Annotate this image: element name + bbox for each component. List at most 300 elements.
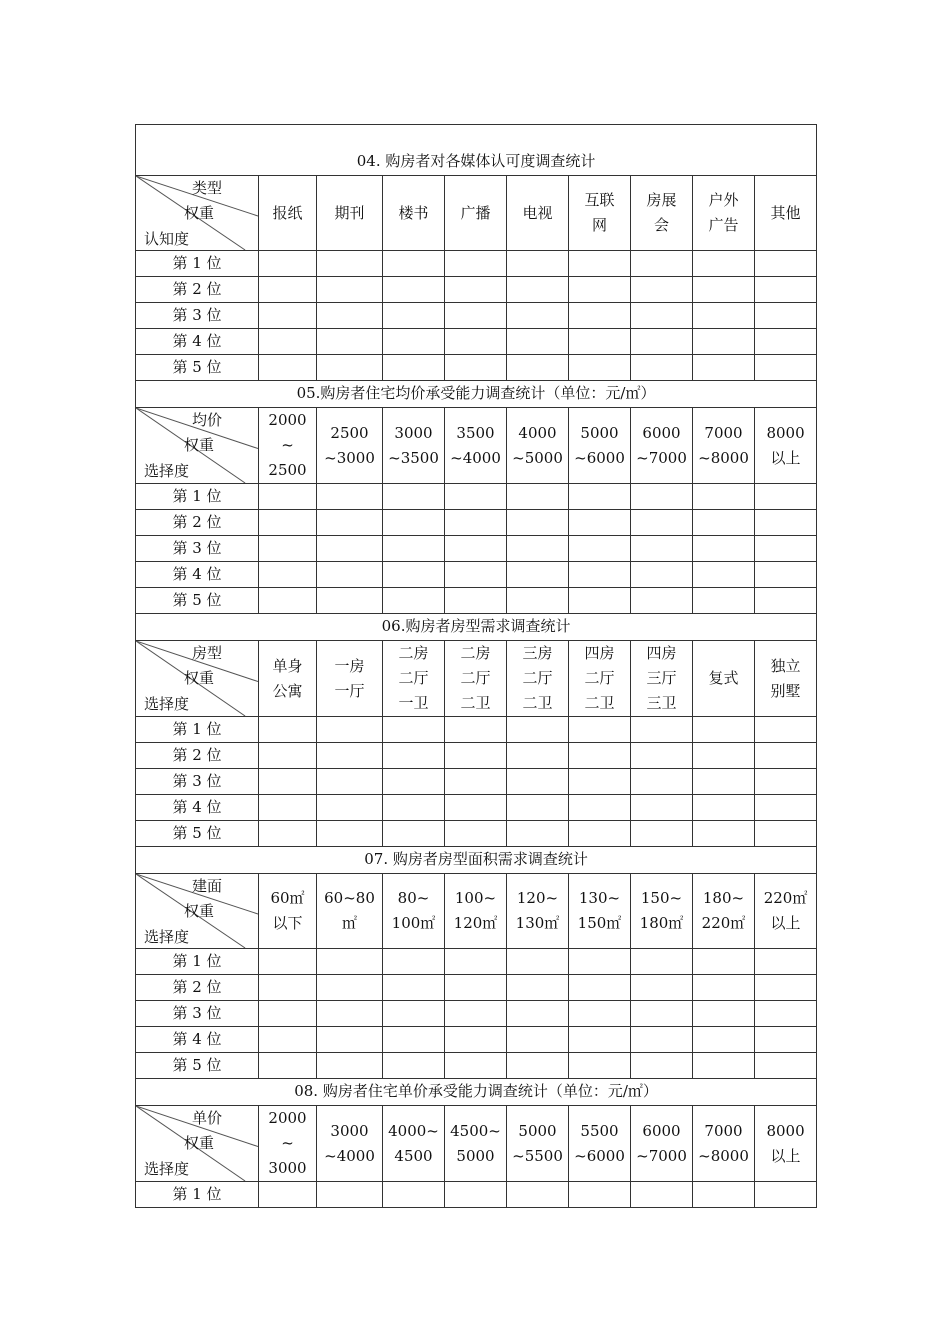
table-cell[interactable] [383, 821, 445, 847]
table-cell[interactable] [569, 355, 631, 381]
table-cell[interactable] [317, 949, 383, 975]
table-cell[interactable] [755, 510, 817, 536]
table-cell[interactable] [507, 355, 569, 381]
table-cell[interactable] [569, 743, 631, 769]
table-cell[interactable] [259, 975, 317, 1001]
table-cell[interactable] [383, 355, 445, 381]
column-header [259, 176, 317, 251]
table-cell[interactable] [507, 536, 569, 562]
corner-label: 权重 [184, 1134, 215, 1152]
table-cell[interactable] [755, 251, 817, 277]
table-cell[interactable] [259, 536, 317, 562]
table-cell[interactable] [631, 562, 693, 588]
table-cell[interactable] [259, 743, 317, 769]
table-cell[interactable] [507, 562, 569, 588]
column-header [631, 1106, 693, 1182]
table-cell[interactable] [569, 536, 631, 562]
corner-label: 认知度 [144, 230, 190, 248]
table-cell[interactable] [317, 355, 383, 381]
table-cell[interactable] [445, 743, 507, 769]
table-cell[interactable] [631, 1182, 693, 1208]
corner-label: 权重 [184, 902, 215, 920]
column-header-line: 6000 [642, 423, 681, 442]
table-cell[interactable] [693, 562, 755, 588]
table-cell[interactable] [693, 975, 755, 1001]
column-header [693, 641, 755, 717]
column-header-line: 二房 [460, 644, 491, 662]
table-cell[interactable] [259, 1182, 317, 1208]
column-header [693, 874, 755, 949]
table-cell[interactable] [507, 1001, 569, 1027]
column-header-line: 60㎡ [270, 889, 305, 907]
table-cell[interactable] [383, 251, 445, 277]
table-cell[interactable] [317, 1001, 383, 1027]
table-cell[interactable] [693, 769, 755, 795]
section-title-row [136, 125, 817, 176]
table-cell[interactable] [631, 536, 693, 562]
table-cell[interactable] [383, 562, 445, 588]
table-cell[interactable] [755, 1053, 817, 1079]
table-cell[interactable] [631, 510, 693, 536]
table-cell[interactable] [317, 975, 383, 1001]
diagonal-header-cell [136, 1106, 259, 1182]
column-header [445, 1106, 507, 1182]
column-header-line: ~7000 [636, 1146, 687, 1165]
table-cell[interactable] [259, 1001, 317, 1027]
table-cell[interactable] [755, 949, 817, 975]
table-cell[interactable] [569, 949, 631, 975]
column-header-line: 3000 [394, 423, 433, 442]
table-cell[interactable] [317, 562, 383, 588]
table-cell[interactable] [383, 1182, 445, 1208]
column-header-line: 一房 [334, 656, 365, 675]
table-cell[interactable] [317, 769, 383, 795]
table-cell[interactable] [569, 510, 631, 536]
table-cell[interactable] [755, 484, 817, 510]
table-cell[interactable] [317, 277, 383, 303]
column-header-line: 二厅 [460, 669, 491, 687]
column-header [259, 641, 317, 717]
column-header [569, 176, 631, 251]
table-cell[interactable] [383, 588, 445, 614]
table-cell[interactable] [569, 1027, 631, 1053]
column-header [259, 1106, 317, 1182]
table-cell[interactable] [383, 717, 445, 743]
table-cell[interactable] [507, 717, 569, 743]
diagonal-header-cell [136, 408, 259, 484]
table-cell[interactable] [317, 251, 383, 277]
column-header-line: 以上 [770, 914, 801, 932]
table-cell[interactable] [631, 821, 693, 847]
table-cell[interactable] [631, 975, 693, 1001]
column-header-line: 180~ [702, 889, 745, 907]
table-cell[interactable] [631, 1027, 693, 1053]
column-header-line: ~3500 [388, 448, 439, 467]
table-cell[interactable] [631, 949, 693, 975]
rank-label: 第 2 位 [136, 975, 259, 1001]
table-cell[interactable] [259, 303, 317, 329]
table-row [136, 277, 817, 303]
table-cell[interactable] [693, 821, 755, 847]
table-cell[interactable] [507, 1182, 569, 1208]
table-cell[interactable] [569, 329, 631, 355]
table-cell[interactable] [383, 277, 445, 303]
table-cell[interactable] [445, 975, 507, 1001]
table-cell[interactable] [317, 1053, 383, 1079]
table-cell[interactable] [755, 821, 817, 847]
rank-label: 第 1 位 [136, 1182, 259, 1208]
table-cell[interactable] [693, 795, 755, 821]
header-row [136, 176, 817, 251]
table-cell[interactable] [259, 769, 317, 795]
table-cell[interactable] [569, 717, 631, 743]
table-cell[interactable] [569, 1053, 631, 1079]
table-cell[interactable] [755, 795, 817, 821]
table-cell[interactable] [569, 277, 631, 303]
diagonal-header-cell [136, 176, 259, 251]
table-cell[interactable] [259, 821, 317, 847]
table-cell[interactable] [383, 743, 445, 769]
table-cell[interactable] [383, 1027, 445, 1053]
table-cell[interactable] [507, 510, 569, 536]
table-cell[interactable] [259, 562, 317, 588]
table-cell[interactable] [693, 1182, 755, 1208]
table-row [136, 355, 817, 381]
table-cell[interactable] [445, 251, 507, 277]
column-header-line: 户外 [708, 191, 739, 209]
table-cell[interactable] [317, 303, 383, 329]
table-cell[interactable] [317, 717, 383, 743]
column-header-line: 5000 [580, 423, 619, 442]
table-cell[interactable] [445, 510, 507, 536]
column-header-line: 三厅 [646, 669, 677, 687]
table-cell[interactable] [259, 949, 317, 975]
table-cell[interactable] [693, 1053, 755, 1079]
column-header-line: 100~ [454, 889, 497, 907]
column-header-line: 3000 [268, 1159, 307, 1177]
table-cell[interactable] [507, 949, 569, 975]
table-cell[interactable] [317, 588, 383, 614]
table-cell[interactable] [569, 251, 631, 277]
table-cell[interactable] [755, 303, 817, 329]
column-header [383, 874, 445, 949]
table-cell[interactable] [445, 484, 507, 510]
column-header [631, 641, 693, 717]
table-cell[interactable] [259, 1027, 317, 1053]
table-cell[interactable] [755, 536, 817, 562]
table-row [136, 251, 817, 277]
table-cell[interactable] [507, 821, 569, 847]
column-header-line: 7000 [704, 1121, 743, 1140]
table-cell[interactable] [631, 329, 693, 355]
table-cell[interactable] [445, 1053, 507, 1079]
table-cell[interactable] [383, 329, 445, 355]
table-cell[interactable] [507, 251, 569, 277]
table-cell[interactable] [755, 975, 817, 1001]
table-cell[interactable] [693, 303, 755, 329]
table-cell[interactable] [317, 484, 383, 510]
table-cell[interactable] [569, 795, 631, 821]
column-header-line: ~4000 [324, 1146, 375, 1165]
table-cell[interactable] [259, 329, 317, 355]
table-cell[interactable] [445, 1001, 507, 1027]
column-header-line: 四房 [646, 644, 677, 662]
section-title: 06.购房者房型需求调查统计 [136, 614, 817, 641]
table-row [136, 536, 817, 562]
table-cell[interactable] [507, 975, 569, 1001]
header-row [136, 408, 817, 484]
column-header-line: 公寓 [272, 681, 303, 700]
table-cell[interactable] [755, 743, 817, 769]
column-header-line: 独立 [770, 656, 801, 675]
column-header-line: 4000~ [388, 1121, 439, 1140]
table-cell[interactable] [693, 484, 755, 510]
column-header-line: 60~80 [324, 889, 375, 907]
table-cell[interactable] [383, 510, 445, 536]
column-header-line: ~8000 [698, 1146, 749, 1165]
table-cell[interactable] [445, 717, 507, 743]
table-cell[interactable] [383, 949, 445, 975]
table-cell[interactable] [693, 536, 755, 562]
table-cell[interactable] [507, 484, 569, 510]
column-header-line: 楼书 [398, 203, 429, 222]
column-header-line: 8000 [766, 1121, 805, 1140]
column-header-line: ~5500 [512, 1146, 563, 1165]
column-header-line: 7000 [704, 423, 743, 442]
column-header [755, 408, 817, 484]
table-cell[interactable] [507, 303, 569, 329]
table-cell[interactable] [445, 277, 507, 303]
column-header-line: 5000 [518, 1121, 557, 1140]
table-cell[interactable] [317, 743, 383, 769]
column-header-line: ~6000 [574, 448, 625, 467]
diagonal-header-cell [136, 641, 259, 717]
column-header-line: 220㎡ [763, 889, 808, 907]
column-header [507, 408, 569, 484]
table-cell[interactable] [317, 1027, 383, 1053]
rank-label: 第 1 位 [136, 949, 259, 975]
table-cell[interactable] [693, 1001, 755, 1027]
column-header-line: ㎡ [341, 914, 357, 932]
rank-label: 第 2 位 [136, 510, 259, 536]
table-cell[interactable] [445, 562, 507, 588]
column-header-line: 以下 [272, 914, 303, 932]
table-cell[interactable] [693, 743, 755, 769]
table-cell[interactable] [755, 277, 817, 303]
table-row [136, 1001, 817, 1027]
table-cell[interactable] [259, 1053, 317, 1079]
rank-label: 第 1 位 [136, 484, 259, 510]
table-cell[interactable] [631, 355, 693, 381]
table-cell[interactable] [259, 795, 317, 821]
table-cell[interactable] [631, 795, 693, 821]
table-cell[interactable] [631, 1001, 693, 1027]
table-cell[interactable] [631, 251, 693, 277]
column-header [445, 176, 507, 251]
table-cell[interactable] [445, 588, 507, 614]
table-cell[interactable] [569, 1001, 631, 1027]
table-cell[interactable] [631, 277, 693, 303]
table-cell[interactable] [445, 329, 507, 355]
table-cell[interactable] [631, 743, 693, 769]
corner-label: 类型 [192, 179, 223, 197]
table-cell[interactable] [445, 949, 507, 975]
table-cell[interactable] [445, 821, 507, 847]
column-header [569, 874, 631, 949]
table-cell[interactable] [755, 1001, 817, 1027]
column-header-line: ~7000 [636, 448, 687, 467]
table-cell[interactable] [445, 1027, 507, 1053]
table-cell[interactable] [755, 588, 817, 614]
table-cell[interactable] [631, 769, 693, 795]
table-cell[interactable] [445, 769, 507, 795]
table-cell[interactable] [693, 510, 755, 536]
column-header [631, 176, 693, 251]
table-cell[interactable] [693, 717, 755, 743]
table-cell[interactable] [259, 355, 317, 381]
rank-label: 第 1 位 [136, 251, 259, 277]
table-cell[interactable] [693, 329, 755, 355]
section-title-row [136, 1079, 817, 1106]
table-cell[interactable] [631, 717, 693, 743]
table-cell[interactable] [507, 1053, 569, 1079]
table-cell[interactable] [569, 821, 631, 847]
table-cell[interactable] [693, 1027, 755, 1053]
table-cell[interactable] [259, 588, 317, 614]
column-header-line: ~8000 [698, 448, 749, 467]
column-header [259, 874, 317, 949]
table-cell[interactable] [259, 484, 317, 510]
column-header-line: 别墅 [770, 681, 801, 700]
table-cell[interactable] [507, 277, 569, 303]
table-cell[interactable] [631, 303, 693, 329]
table-cell[interactable] [693, 251, 755, 277]
column-header-line: 复式 [708, 669, 739, 687]
column-header [445, 874, 507, 949]
column-header-line: 电视 [522, 203, 553, 222]
table-cell[interactable] [383, 536, 445, 562]
table-cell[interactable] [383, 769, 445, 795]
table-cell[interactable] [693, 277, 755, 303]
table-cell[interactable] [569, 303, 631, 329]
table-cell[interactable] [693, 355, 755, 381]
column-header-line: 2000 [268, 411, 307, 429]
table-cell[interactable] [317, 1182, 383, 1208]
table-cell[interactable] [383, 484, 445, 510]
table-cell[interactable] [507, 1027, 569, 1053]
table-cell[interactable] [507, 743, 569, 769]
table-cell[interactable] [569, 588, 631, 614]
table-cell[interactable] [317, 821, 383, 847]
table-row [136, 1027, 817, 1053]
table-row [136, 949, 817, 975]
column-header-line: 三卫 [646, 694, 677, 712]
table-cell[interactable] [755, 1027, 817, 1053]
table-cell[interactable] [259, 717, 317, 743]
table-cell[interactable] [383, 795, 445, 821]
table-cell[interactable] [507, 588, 569, 614]
column-header-line: 二卫 [460, 694, 491, 712]
table-cell[interactable] [569, 769, 631, 795]
table-cell[interactable] [755, 769, 817, 795]
table-cell[interactable] [631, 588, 693, 614]
table-cell[interactable] [569, 484, 631, 510]
column-header-line: 5500 [580, 1121, 619, 1140]
section-title: 04. 购房者对各媒体认可度调查统计 [136, 125, 817, 176]
column-header [445, 408, 507, 484]
table-row [136, 510, 817, 536]
column-header [317, 874, 383, 949]
table-cell[interactable] [507, 329, 569, 355]
table-cell[interactable] [383, 975, 445, 1001]
table-cell[interactable] [569, 562, 631, 588]
table-cell[interactable] [631, 484, 693, 510]
column-header [317, 1106, 383, 1182]
table-cell[interactable] [445, 355, 507, 381]
table-cell[interactable] [445, 536, 507, 562]
table-cell[interactable] [317, 510, 383, 536]
column-header-line: 150~ [640, 889, 683, 907]
column-header [383, 1106, 445, 1182]
table-cell[interactable] [317, 795, 383, 821]
column-header [383, 641, 445, 717]
table-cell[interactable] [755, 329, 817, 355]
table-cell[interactable] [631, 1053, 693, 1079]
column-header [631, 874, 693, 949]
table-row [136, 821, 817, 847]
table-cell[interactable] [383, 1053, 445, 1079]
table-cell[interactable] [383, 1001, 445, 1027]
table-cell[interactable] [693, 949, 755, 975]
column-header-line: 2000 [268, 1109, 307, 1127]
table-cell[interactable] [259, 510, 317, 536]
table-cell[interactable] [507, 769, 569, 795]
table-cell[interactable] [569, 975, 631, 1001]
column-header [693, 408, 755, 484]
table-cell[interactable] [259, 251, 317, 277]
column-header-line: 130㎡ [515, 914, 560, 932]
table-row [136, 743, 817, 769]
table-cell[interactable] [317, 329, 383, 355]
table-cell[interactable] [445, 795, 507, 821]
table-cell[interactable] [693, 588, 755, 614]
table-cell[interactable] [755, 562, 817, 588]
table-cell[interactable] [259, 277, 317, 303]
table-cell[interactable] [755, 717, 817, 743]
column-header [317, 176, 383, 251]
table-row [136, 484, 817, 510]
column-header [383, 176, 445, 251]
column-header-line: 以上 [770, 448, 801, 467]
table-cell[interactable] [755, 1182, 817, 1208]
table-cell[interactable] [569, 1182, 631, 1208]
rank-label: 第 2 位 [136, 277, 259, 303]
table-row [136, 1182, 817, 1208]
diagonal-header-cell [136, 874, 259, 949]
rank-label: 第 1 位 [136, 717, 259, 743]
table-cell[interactable] [445, 1182, 507, 1208]
section-title: 05.购房者住宅均价承受能力调查统计（单位：元/㎡） [136, 381, 817, 408]
table-cell[interactable] [383, 303, 445, 329]
column-header [507, 641, 569, 717]
column-header [317, 408, 383, 484]
table-cell[interactable] [445, 303, 507, 329]
column-header-line: 其他 [770, 203, 801, 222]
table-cell[interactable] [317, 536, 383, 562]
table-cell[interactable] [507, 795, 569, 821]
rank-label: 第 4 位 [136, 329, 259, 355]
table-cell[interactable] [755, 355, 817, 381]
